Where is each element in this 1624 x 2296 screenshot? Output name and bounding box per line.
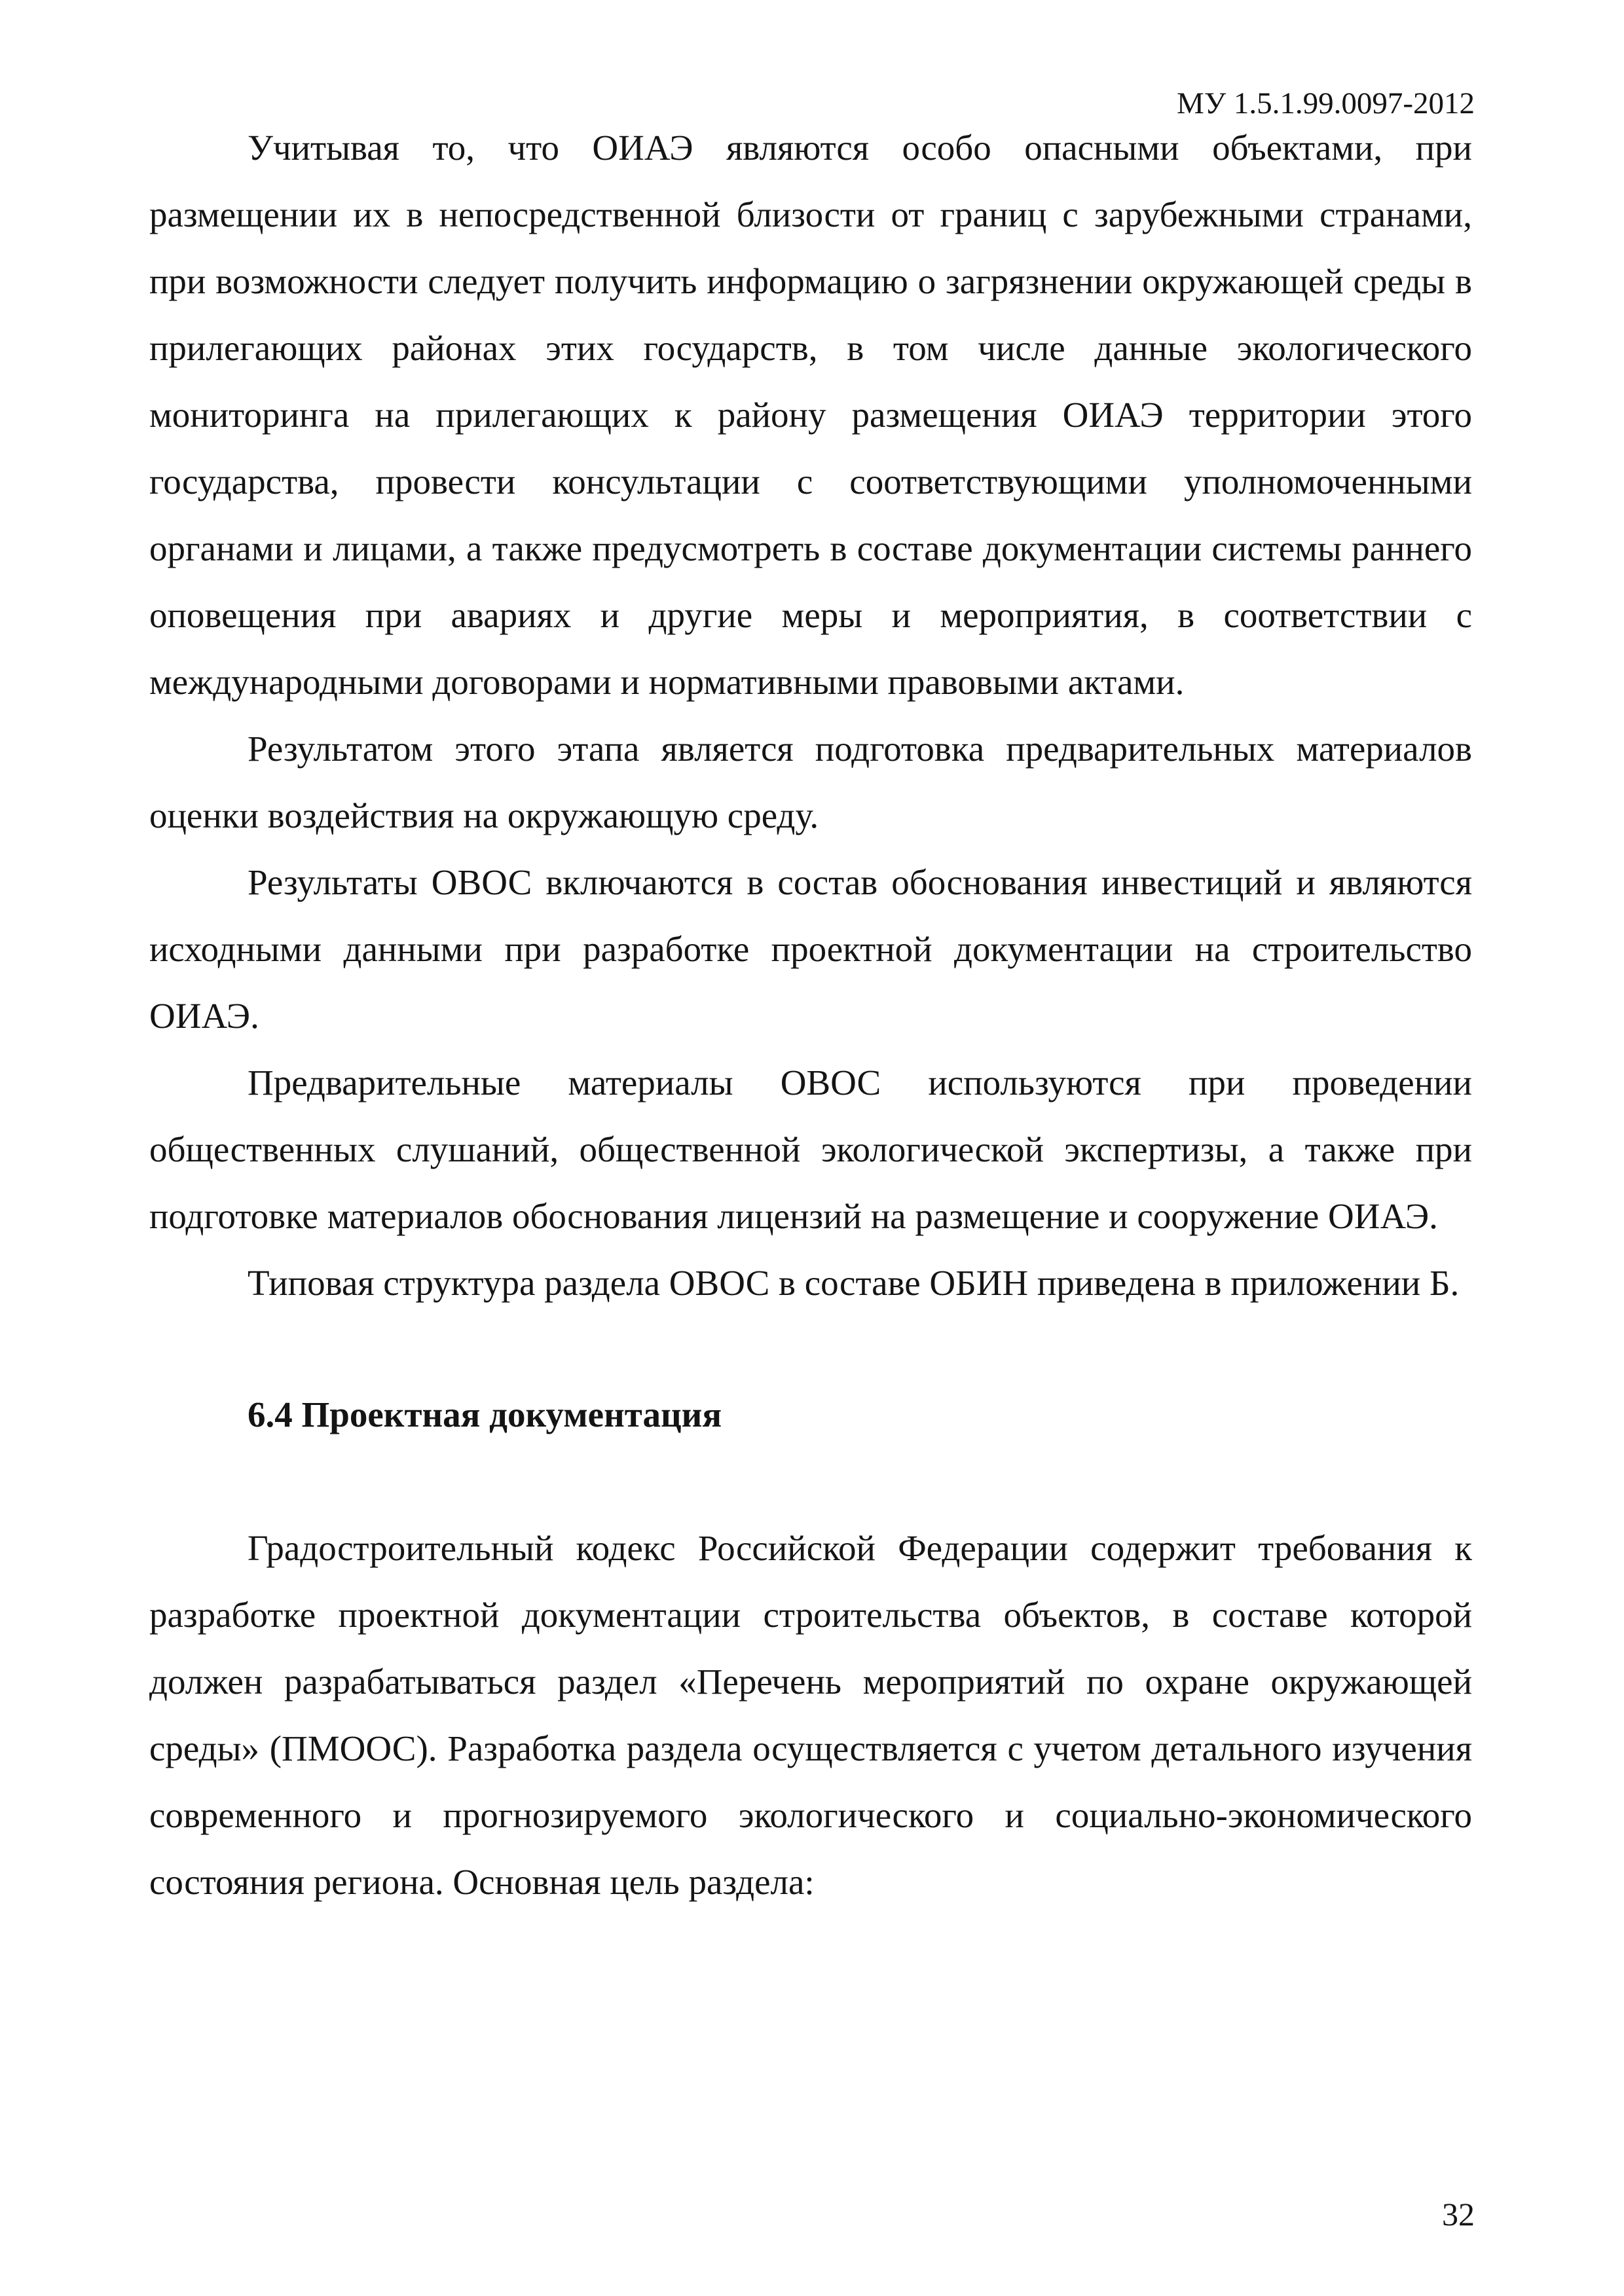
document-code: МУ 1.5.1.99.0097-2012: [1177, 86, 1475, 120]
paragraph-preliminary-materials: Предварительные материалы ОВОС используются при проведении общественных слушаний, общественной экологической экспертизы, а также при подготовке материалов обоснования лицензий на размещение и сооружение ОИАЭ.: [149, 1063, 1472, 1236]
paragraph-oiae-borders: Учитывая то, что ОИАЭ являются особо опасными объектами, при размещении их в непосредственной близости от границ с зарубежными странами, при возможности следует получить информацию о загрязнении окружающей среды в прилегающих районах этих государств, в том числе данные экологического мониторинга на прилегающих к району размещения ОИАЭ территории этого государства, провести консультации с соответствующими уполномоченными органами и лицами, а также предусмотреть в составе документации системы раннего оповещения при авариях и другие меры и мероприятия, в соответствии с международными договорами и нормативными правовыми актами.: [149, 128, 1472, 702]
paragraph-typical-structure: Типовая структура раздела ОВОС в составе ОБИН приведена в приложении Б.: [248, 1263, 1460, 1303]
paragraph-urban-planning-code: Градостроительный кодекс Российской Федерации содержит требования к разработке проектной документации строительства объектов, в составе которой должен разрабатываться раздел «Перечень мероприятий по охране окружающей среды» (ПМООС). Разработка раздела осуществляется с учетом детального изучения современного и прогнозируемого экологического и социально-экономического состояния региона. Основная цель раздела:: [149, 1528, 1472, 1902]
page-body: [149, 115, 1472, 1916]
page-number: 32: [1442, 2196, 1475, 2232]
paragraph-ovos-results: Результаты ОВОС включаются в состав обоснования инвестиций и являются исходными данными при разработке проектной документации на строительство ОИАЭ.: [149, 862, 1472, 1036]
paragraph-stage-result: Результатом этого этапа является подготовка предварительных материалов оценки воздействия на окружающую среду.: [149, 729, 1472, 835]
section-heading: 6.4 Проектная документация: [248, 1394, 722, 1434]
